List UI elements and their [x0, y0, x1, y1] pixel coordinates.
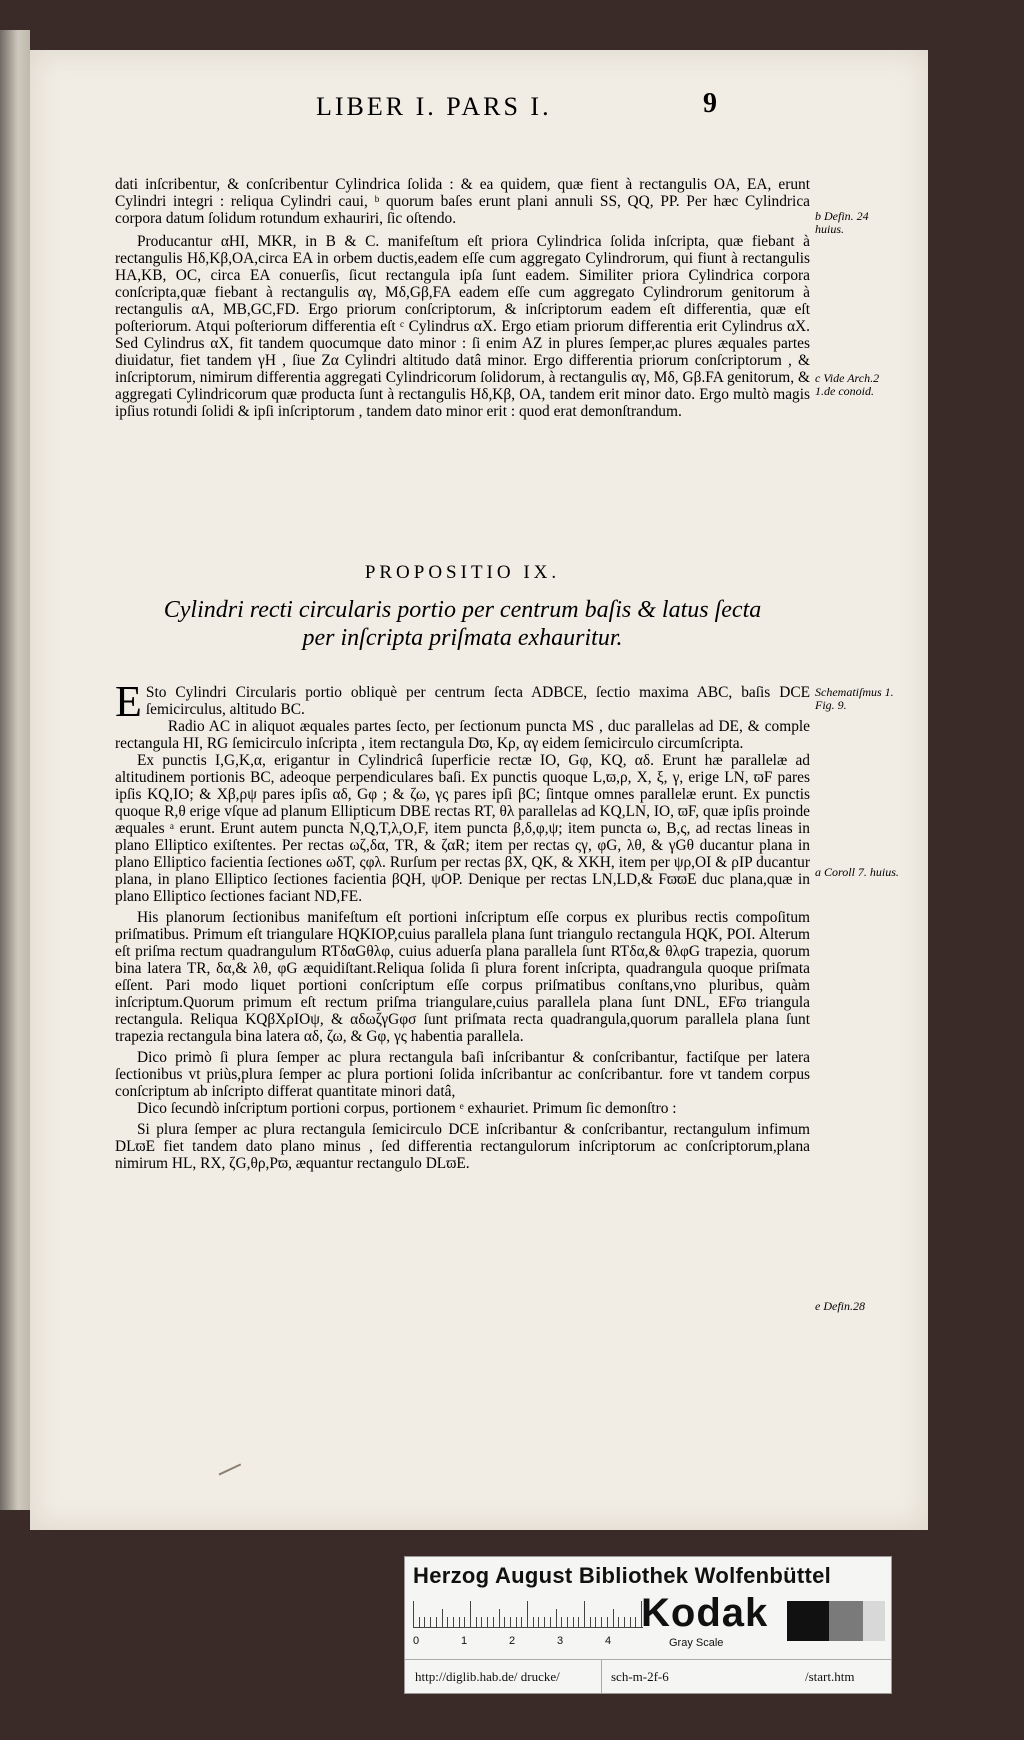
ruler-tick — [459, 1617, 460, 1627]
top-text-block — [115, 176, 810, 420]
margin-note-c: c Vide Arch.2 1.de conoid. — [815, 371, 880, 398]
proposition-title-line-1: Cylindri recti circularis portio per centrum baſis & latus ſecta — [163, 597, 762, 623]
ruler-tick — [573, 1617, 574, 1627]
paragraph-2: Radio AC in aliquot æquales partes ſecto, per ſectionum puncta MS , duc parallelas ad DE, & comple rectangula HI, RG ſemicirculo inſcripta , item rectangula Dϖ, Kρ, αγ eidem ſemicirculo circumſcripta. — [115, 718, 810, 752]
ruler-tick — [578, 1617, 579, 1627]
url-bar — [405, 1659, 891, 1693]
ruler-tick — [413, 1601, 414, 1627]
ruler-tick — [493, 1617, 494, 1627]
facing-page-edge — [0, 30, 30, 1510]
bottom-text-block — [115, 677, 810, 1172]
url-part-id: sch-m-2f-6 — [611, 1669, 669, 1684]
ruler-tick — [550, 1617, 551, 1627]
kodak-color-bar — [404, 1556, 892, 1694]
ruler-tick — [447, 1617, 448, 1627]
ruler-tick — [419, 1617, 420, 1627]
ruler-tick — [453, 1617, 454, 1627]
ruler-tick — [601, 1617, 602, 1627]
ruler-tick — [516, 1617, 517, 1627]
paragraph-continuation: dati inſcribentur, & conſcribentur Cylindrica ſolida : & ea quidem, quæ fient à rectangulis OA, EA, erunt Cylindri integri : reliqua Cylindri caui, ᵇ quorum baſes erunt plani annuli SS, QQ, PP. Per hæc Cylindrica corpora datum ſolidum rotundum exhauriri, ſic oſtendo. — [115, 176, 810, 227]
ruler-tick — [527, 1601, 528, 1627]
proposition-title — [115, 596, 810, 652]
paragraph-4: His planorum ſectionibus manifeſtum eſt portioni inſcriptum eſſe corpus ex pluribus rectis compoſitum priſmatibus. Primum eſt triangulare HQKIOP,cuius parallela plana ſunt triangulo rectangula HQK, POI. Alterum eſt priſma rectum quadrangulum RTδαGθλφ, cuius aduerſa plana parallela ſunt RTδα,& θλφG trapezia, quorum bina latera TR, δα,& λθ, φG æquidiſtant.Reliqua ſolida ſi plura forent inſcripta, quadrangula quoque priſmata eſſent. Pari modo liquet portioni conſcriptum eſſe corpus priſmatibus conſtans,vno pluribus, quàm inſcriptum.Quorum primum eſt rectum priſma triangulare,cuius parallela plana ſunt DNL, EFϖ triangula rectangula. Reliqua KQβXρIOψ, & αδωζγGφσ ſunt priſmata recta quadrangula,quorum parallela plana ſunt trapezia rectangula bina latera αδ, ζω, & Gφ, γς habentia parallela. — [115, 909, 810, 1045]
ruler-tick — [590, 1617, 591, 1627]
ruler-tick — [499, 1609, 500, 1627]
paragraph-3: Ex punctis I,G,K,α, erigantur in Cylindricâ ſuperficie rectæ IO, Gφ, KQ, αδ. Erunt hæ parallelæ ad altitudinem portionis BC, adeoque perpendiculares baſi. Ex punctis quoque L,ϖ,ρ, X, ξ, γ, erige LN, ϖF pares ipſis KQ,IO; & Xβ,ρψ pares ipſis αδ, Gφ ; & ζω, γς pares ipſi βC; ſintque omnes parallelæ erunt. Ex punctis quoque R,θ erige vſque ad planum Ellipticum DBE rectas RT, θλ parallelas ad KQ,LN, IO, ϖF, quæ ipſis proinde æquales ᵃ erunt. Erunt autem puncta N,Q,T,λ,O,F, item puncta β,δ,φ,ψ; item puncta ω, B,ς, ad rectas lineas in plano Elliptico exiſtentes. Per rectas ωζ,δα, TR, & ζαR; item per rectas ςγ, φG, λθ, & γGθ ducantur plana in plano Elliptico facientia ſectiones ωδT, ςφλ. Rurſum per rectas βX, QK, & XKH, item per ψρ,OI & ρIP ducantur plana, in plano Elliptico ſectiones facientia βQH, ψOP. Denique per rectas LN,LD,& FϖϖE duc plana,quæ in plano Elliptico ſectiones faciant ND,FE. — [115, 752, 810, 905]
ruler-tick — [481, 1617, 482, 1627]
ruler-tick — [470, 1601, 471, 1627]
drop-cap: E — [115, 677, 142, 726]
ruler-tick — [424, 1617, 425, 1627]
ruler-tick — [487, 1617, 488, 1627]
ruler-tick — [595, 1617, 596, 1627]
ruler-number: 1 — [461, 1635, 468, 1647]
paragraph-6: Dico ſecundò inſcriptum portioni corpus, portionem ᵉ exhauriet. Primum ſic demonſtro : — [137, 1100, 677, 1117]
ruler-tick — [607, 1617, 608, 1627]
running-header — [290, 88, 720, 124]
ruler-tick — [430, 1617, 431, 1627]
ruler-tick — [538, 1617, 539, 1627]
margin-note-schema: Schematiſmus 1. Fig. 9. — [815, 685, 894, 712]
url-part-base: http://diglib.hab.de/ drucke/ — [415, 1669, 560, 1684]
proposition-heading: PROPOSITIO IX. — [364, 562, 561, 583]
margin-note-e: e Defin.28 — [815, 1299, 865, 1313]
gray-patch-mid — [829, 1601, 863, 1641]
ruler-tick — [442, 1609, 443, 1627]
ruler-tick — [464, 1617, 465, 1627]
library-name: Herzog August Bibliothek Wolfenbüttel — [413, 1563, 832, 1588]
ruler-tick — [618, 1617, 619, 1627]
gray-scale-label: Gray Scale — [669, 1637, 724, 1649]
scale-ruler — [413, 1599, 643, 1628]
paragraph-5: Dico primò ſi plura ſemper ac plura rectangula baſi inſcribantur & conſcribantur, factiſque per latera ſectionibus vt priùs,plura ſemper ac plura portioni ſolida inſcribantur ac conſcribantur. fore vt tandem corpus conſcriptum ab inſcripto differat quantitate minori datâ, — [115, 1049, 810, 1100]
paragraph-first-text: Sto Cylindri Circularis portio obliquè per centrum ſecta ADBCE, ſectio maxima ABC, baſis DCE ſemicirculus, altitudo BC. — [145, 684, 810, 718]
paragraph-7: Si plura ſemper ac plura rectangula ſemicirculo DCE inſcribantur & conſcribantur, rectangulum infimum DLϖE fiet tandem dato plano minus , ſed differentia rectangulorum inſcriptorum ac conſcriptorum,plana nimirum HL, RX, ζG,θρ,Pϖ, æquantur rectangulo DLϖE. — [115, 1121, 810, 1172]
ruler-number: 4 — [605, 1635, 612, 1647]
ruler-number: 3 — [557, 1635, 564, 1647]
ruler-tick — [510, 1617, 511, 1627]
margin-note-a: a Coroll 7. huius. — [815, 865, 899, 879]
ruler-tick — [533, 1617, 534, 1627]
header-title: LIBER I. PARS I. — [316, 92, 552, 121]
paragraph-proof: Producantur αHI, MKR, in B & C. manifeſtum eſt priora Cylindrica ſolida inſcripta, quæ fiebant à rectangulis Hδ,Kβ,OA,circa EA in orbem ductis,eadem eſſe cum aggregato Cylindrorum, qui fiunt à rectangulis HA,KB, OC, circa EA conuerſis, ſicut rectangula ipſa ſunt eadem. Similiter priora Cylindrica corpora conſcripta,quæ fiebant à rectangulis αγ, Mδ,Gβ,FA eadem eſſe cum aggregato Cylindrorum genitorum à rectangulis αA, MB,GC,FD. Ergo priorum conſcriptorum, & inſcriptorum eadem eſt differentia, quæ eſt poſteriorum. Atqui poſteriorum differentia eſt ᶜ Cylindrus αX. Ergo etiam priorum differentia erit Cylindrus αX. Sed Cylindrus αX, fit tandem quocumque dato minor : ſi enim AZ in plures ſemper,ac plures æquales partes diuidatur, fiet tandem γH , ſiue Zα Cylindri altitudo datâ minor. Ergo differentia priorum conſcriptorum , & inſcriptorum, nimirum differentia aggregati Cylindricorum ſolidorum, à rectangulis αγ, Mδ, Gβ.FA genitorum, & aggregati Cylindricorum quæ producta ſunt à rectangulis Hδ,Kβ, OA, tandem erit minor dato. Ergo multò magis ipſius rotundi ſolidi & ipſi inſcriptorum , tandem dato minor erit : quod erat demonſtrandum. — [115, 233, 810, 420]
gray-patch-black — [787, 1601, 829, 1641]
page-number: 9 — [703, 88, 720, 119]
kodak-logo: Kodak — [641, 1591, 769, 1635]
url-separator — [601, 1660, 602, 1693]
ruler-tick — [624, 1617, 625, 1627]
ruler-tick — [635, 1617, 636, 1627]
ruler-tick — [556, 1609, 557, 1627]
ruler-tick — [521, 1617, 522, 1627]
url-part-end: /start.htm — [805, 1669, 855, 1684]
ruler-tick — [504, 1617, 505, 1627]
margin-note-b: b Defin. 24 huius. — [815, 209, 869, 236]
ruler-tick — [436, 1617, 437, 1627]
ruler-tick — [584, 1601, 585, 1627]
ruler-tick — [630, 1617, 631, 1627]
proposition-title-line-2: per inſcripta priſmata exhauritur. — [302, 625, 623, 651]
ruler-tick — [567, 1617, 568, 1627]
ruler-tick — [561, 1617, 562, 1627]
ruler-tick — [613, 1609, 614, 1627]
gray-patch-light — [863, 1601, 885, 1641]
ruler-tick — [544, 1617, 545, 1627]
paragraph-first — [115, 677, 810, 726]
ruler-number: 0 — [413, 1635, 420, 1647]
ruler-tick — [476, 1617, 477, 1627]
ruler-number: 2 — [509, 1635, 516, 1647]
